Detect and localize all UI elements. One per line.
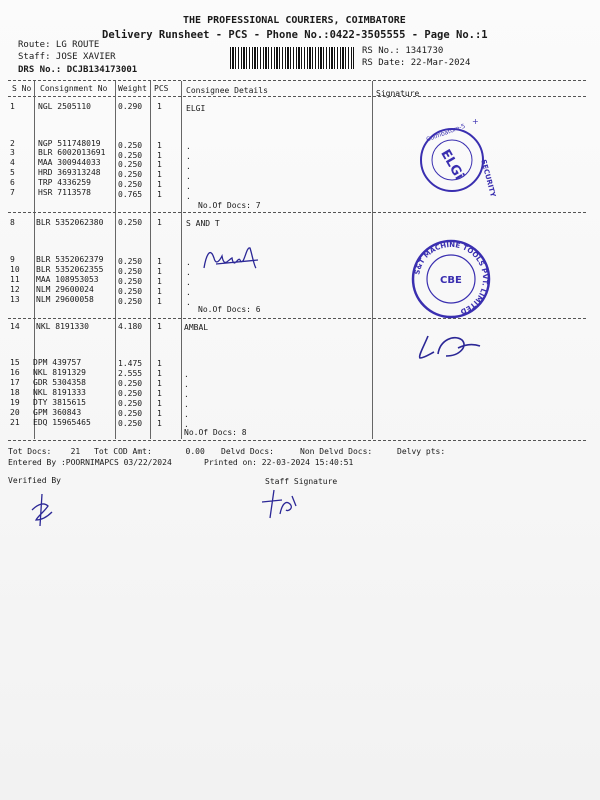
col-header-pcs: PCS: [154, 84, 169, 93]
staff-signature-label: Staff Signature: [265, 477, 338, 486]
table-row: 13: [10, 295, 20, 304]
table-row: 6: [10, 178, 15, 187]
group-divider: [8, 212, 586, 213]
pcs: 1: [157, 379, 162, 388]
weight: 0.250: [118, 151, 143, 160]
weight: 0.250: [118, 389, 143, 398]
consignment-no: NKL 8191330: [36, 322, 89, 331]
docs-count: No.Of Docs: 7: [198, 201, 261, 210]
table-row: 9: [10, 255, 15, 264]
col-divider-3: [150, 81, 151, 439]
pcs: 1: [157, 141, 162, 150]
weight: 0.250: [118, 287, 143, 296]
consignee-name: AMBAL: [184, 323, 209, 332]
table-row: 12: [10, 285, 20, 294]
weight: 0.290: [118, 102, 143, 111]
pcs: 1: [157, 369, 162, 378]
pcs: 1: [157, 322, 162, 331]
pcs: 1: [157, 287, 162, 296]
table-row: 4: [10, 158, 15, 167]
total-docs: Tot Docs: 21: [8, 447, 81, 456]
consignment-no: TRP 4336259: [38, 178, 91, 187]
col-divider-4: [181, 81, 182, 439]
table-row: 17: [10, 378, 20, 387]
elgi-security-stamp: [410, 112, 520, 202]
table-row: 11: [10, 275, 20, 284]
col-header-sno: S No: [12, 84, 32, 93]
table-row: 18: [10, 388, 20, 397]
weight: 0.250: [118, 267, 143, 276]
handwritten-signature: [196, 238, 266, 278]
dot-marker: .: [186, 182, 191, 191]
dot-marker: .: [186, 162, 191, 171]
rs-date: RS Date: 22-Mar-2024: [362, 58, 471, 68]
table-bottom-rule: [8, 440, 586, 441]
dot-marker: .: [186, 142, 191, 151]
weight: 0.250: [118, 170, 143, 179]
consignment-no: NGL 2505110: [38, 102, 91, 111]
table-row: 1: [10, 102, 15, 111]
dot-marker: .: [186, 172, 191, 181]
consignment-no: MAA 108953053: [36, 275, 99, 284]
weight: 0.250: [118, 379, 143, 388]
pcs: 1: [157, 267, 162, 276]
dot-marker: .: [186, 192, 191, 201]
weight: 0.250: [118, 141, 143, 150]
consignment-no: EDQ 15965465: [33, 418, 91, 427]
consignment-no: BLR 5352062379: [36, 255, 104, 264]
col-header-signature: Signature: [376, 89, 420, 98]
table-row: 14: [10, 322, 20, 331]
table-row: 2: [10, 139, 15, 148]
dot-marker: .: [184, 390, 189, 399]
pcs: 1: [157, 389, 162, 398]
dot-marker: .: [186, 298, 191, 307]
stamp-ring-text: S&T MACHINE TOOLS PVT. LIMITED: [413, 240, 490, 316]
rs-number: RS No.: 1341730: [362, 46, 444, 56]
runsheet-subtitle: Delivery Runsheet - PCS - Phone No.:0422-3505555 - Page No.:1: [102, 29, 488, 41]
dot-marker: .: [186, 258, 191, 267]
stamp-ring-text: Coimbatore-5: [425, 122, 467, 144]
non-delivered-docs: Non Delvd Docs:: [300, 447, 373, 456]
weight: 0.250: [118, 419, 143, 428]
pcs: 1: [157, 180, 162, 189]
pcs: 1: [157, 218, 162, 227]
st-machine-tools-stamp: [406, 234, 496, 324]
table-top-rule: [8, 80, 586, 81]
stamp-center-text: ELGi: [437, 147, 467, 183]
table-row: 5: [10, 168, 15, 177]
consignment-no: NKL 8191329: [33, 368, 86, 377]
company-title: THE PROFESSIONAL COURIERS, COIMBATORE: [183, 15, 406, 26]
dot-marker: .: [184, 410, 189, 419]
docs-count: No.Of Docs: 6: [198, 305, 261, 314]
dot-marker: .: [184, 380, 189, 389]
consignment-no: NGP 511748019: [38, 139, 101, 148]
dot-marker: .: [186, 278, 191, 287]
consignment-no: MAA 300944033: [38, 158, 101, 167]
initials-signature: [410, 328, 490, 368]
weight: 4.180: [118, 322, 143, 331]
consignment-no: GDR 5304358: [33, 378, 86, 387]
weight: 0.250: [118, 409, 143, 418]
consignee-name: ELGI: [186, 104, 206, 113]
weight: 0.250: [118, 399, 143, 408]
table-row: 15: [10, 358, 20, 367]
route-label: Route: LG ROUTE: [18, 40, 100, 50]
consignee-name: S AND T: [186, 219, 220, 228]
dot-marker: .: [184, 420, 189, 429]
weight: 0.250: [118, 218, 143, 227]
weight: 0.250: [118, 297, 143, 306]
table-row: 10: [10, 265, 20, 274]
table-row: 7: [10, 188, 15, 197]
pcs: 1: [157, 190, 162, 199]
dot-marker: .: [184, 400, 189, 409]
pcs: 1: [157, 277, 162, 286]
delivered-docs: Delvd Docs:: [221, 447, 274, 456]
table-row: 21: [10, 418, 20, 427]
consignment-no: HRD 369313248: [38, 168, 101, 177]
weight: 0.250: [118, 180, 143, 189]
table-row: 3: [10, 148, 15, 157]
pcs: 1: [157, 170, 162, 179]
pcs: 1: [157, 409, 162, 418]
col-header-consignment: Consignment No: [40, 84, 108, 93]
drs-number: DRS No.: DCJB134173001: [18, 65, 138, 75]
consignment-no: BLR 5352062355: [36, 265, 104, 274]
dot-marker: .: [186, 152, 191, 161]
table-row: 8: [10, 218, 15, 227]
printed-on: Printed on: 22-03-2024 15:40:51: [204, 458, 354, 467]
delivery-points: Delvy pts:: [397, 447, 446, 456]
pcs: 1: [157, 160, 162, 169]
staff-label: Staff: JOSE XAVIER: [18, 52, 116, 62]
pcs: 1: [157, 257, 162, 266]
staff-signature: [258, 486, 308, 522]
consignment-no: NLM 29600024: [36, 285, 94, 294]
barcode: [230, 47, 354, 69]
pcs: 1: [157, 102, 162, 111]
table-row: 20: [10, 408, 20, 417]
col-divider-5: [372, 81, 373, 439]
consignment-no: HSR 7113578: [38, 188, 91, 197]
consignment-no: DTY 3815615: [33, 398, 86, 407]
pcs: 1: [157, 151, 162, 160]
weight: 1.475: [118, 359, 143, 368]
weight: 0.250: [118, 257, 143, 266]
dot-marker: .: [184, 370, 189, 379]
verifier-signature: [22, 490, 62, 530]
dot-marker: .: [186, 288, 191, 297]
header-underline: [8, 96, 586, 97]
pcs: 1: [157, 359, 162, 368]
pcs: 1: [157, 419, 162, 428]
consignment-no: NLM 29600058: [36, 295, 94, 304]
weight: 0.765: [118, 190, 143, 199]
consignment-no: DPM 439757: [33, 358, 82, 367]
total-cod: Tot COD Amt: 0.00: [94, 447, 205, 456]
entered-by: Entered By :POORNIMAPCS 03/22/2024: [8, 458, 172, 467]
table-row: 19: [10, 398, 20, 407]
consignment-no: NKL 8191333: [33, 388, 86, 397]
svg-text:+: +: [472, 117, 479, 126]
pcs: 1: [157, 297, 162, 306]
weight: 0.250: [118, 277, 143, 286]
stamp-side-text: SECURITY: [479, 158, 497, 198]
group-divider: [8, 318, 586, 319]
consignment-no: BLR 5352062380: [36, 218, 104, 227]
table-row: 16: [10, 368, 20, 377]
col-divider-2: [115, 81, 116, 439]
col-header-weight: Weight: [118, 84, 147, 93]
docs-count: No.Of Docs: 8: [184, 428, 247, 437]
pcs: 1: [157, 399, 162, 408]
consignment-no: BLR 6002013691: [38, 148, 106, 157]
consignment-no: GPM 360843: [33, 408, 82, 417]
stamp-center-text: CBE: [440, 275, 462, 286]
verified-by-label: Verified By: [8, 476, 61, 485]
weight: 0.250: [118, 160, 143, 169]
weight: 2.555: [118, 369, 143, 378]
dot-marker: .: [186, 268, 191, 277]
col-header-consignee: Consignee Details: [186, 86, 268, 95]
